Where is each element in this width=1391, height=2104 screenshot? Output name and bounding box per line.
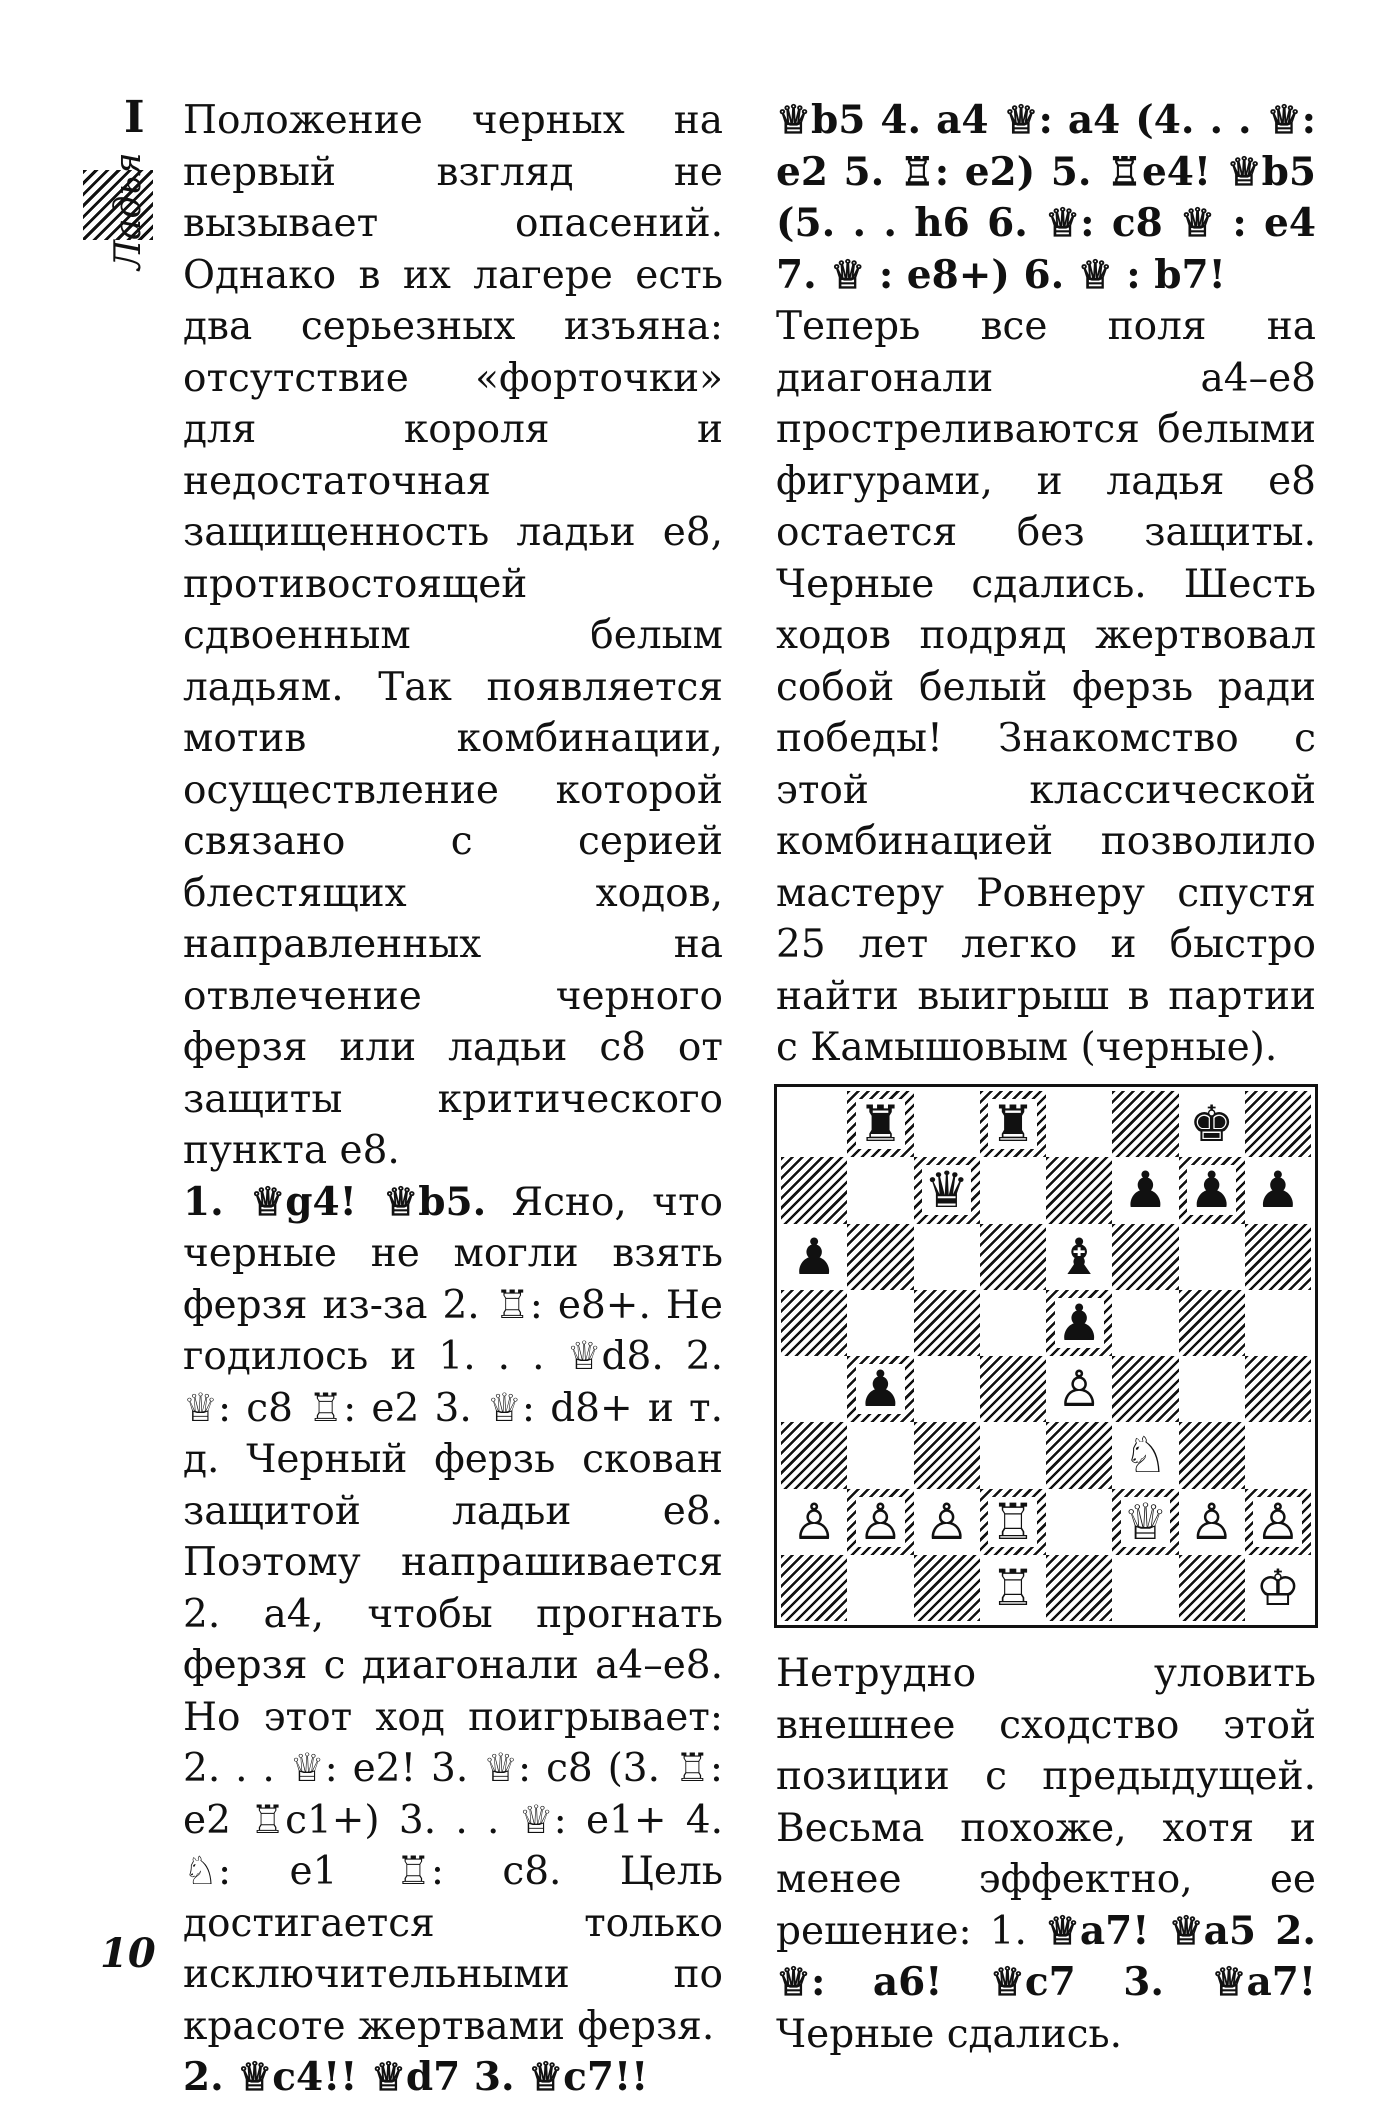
board-square bbox=[847, 1356, 913, 1422]
paragraph-text: Ясно, что черные не могли взять ферзя из-за 2. ♖: е8+. Не годилось и 1. . . ♕d8. 2. ♕: с8 ♖: е2 3. ♕: d8+ и т. д. Черный ферзь скован защитой ладьи е8. Поэтому напрашивается 2. а4, чтобы прогнать ферзя с диагонали а4–е8. Но этот ход поигрывает: 2. . . ♕: е2! 3. ♕: с8 (3. ♖: е2 ♖с1+) 3. . . ♕: е1+ 4. ♘: е1 ♖: с8. Цель достигается только исключительными по красоте жертвами ферзя. bbox=[183, 1179, 723, 2049]
chess-piece: ♟ bbox=[1056, 1293, 1102, 1352]
board-square bbox=[914, 1422, 980, 1488]
board-square bbox=[1112, 1422, 1178, 1488]
board-square bbox=[1245, 1290, 1311, 1356]
board-square bbox=[1179, 1356, 1245, 1422]
move-notation: ♕a7! ♕a5 2. ♕: а6! ♕c7 3. ♕a7! bbox=[776, 1907, 1316, 2005]
board-square bbox=[1179, 1290, 1245, 1356]
board-square bbox=[980, 1091, 1046, 1157]
chess-piece: ♜ bbox=[990, 1095, 1036, 1154]
left-column bbox=[183, 95, 723, 2104]
chess-piece: ♜ bbox=[857, 1095, 903, 1154]
board-square bbox=[781, 1224, 847, 1290]
board-square bbox=[980, 1356, 1046, 1422]
board-square bbox=[781, 1157, 847, 1223]
chess-piece: ♙ bbox=[1056, 1360, 1102, 1419]
board-square bbox=[980, 1422, 1046, 1488]
board-square bbox=[1046, 1290, 1112, 1356]
chess-piece: ♕ bbox=[1122, 1492, 1168, 1551]
board-square bbox=[1245, 1356, 1311, 1422]
board-square bbox=[980, 1224, 1046, 1290]
board-square bbox=[1112, 1091, 1178, 1157]
paragraph: Теперь все поля на диагонали а4–е8 простреливаются белыми фигурами, и ладья е8 остается без защиты. Черные сдались. Шесть ходов подряд жертвовал собой белый ферзь ради победы! Знакомство с этой классической комбинацией позволило мастеру Ровнеру спустя 25 лет легко и быстро найти выигрыш в партии с Камышовым (черные). bbox=[776, 304, 1316, 1070]
board-square bbox=[1179, 1091, 1245, 1157]
board-square bbox=[1245, 1157, 1311, 1223]
board-square bbox=[847, 1091, 913, 1157]
chess-piece: ♖ bbox=[990, 1558, 1036, 1617]
right-column bbox=[776, 95, 1316, 1074]
board-square bbox=[1245, 1224, 1311, 1290]
chess-piece: ♚ bbox=[1189, 1095, 1235, 1154]
board-square bbox=[1046, 1489, 1112, 1555]
board-square bbox=[1112, 1356, 1178, 1422]
board-square bbox=[1112, 1555, 1178, 1621]
chess-diagram bbox=[774, 1084, 1318, 1628]
board-square bbox=[847, 1224, 913, 1290]
chess-piece: ♝ bbox=[1056, 1227, 1102, 1286]
board-square bbox=[980, 1157, 1046, 1223]
chess-piece: ♔ bbox=[1255, 1558, 1301, 1617]
board-square bbox=[914, 1555, 980, 1621]
board-square bbox=[914, 1091, 980, 1157]
paragraph-text: Нетрудно уловить внешнее сходство этой позиции с предыдущей. Весьма похоже, хотя и менее эффектно, ее решение: 1. bbox=[776, 1651, 1316, 1954]
board-square bbox=[781, 1290, 847, 1356]
board-square bbox=[914, 1356, 980, 1422]
move-notation: ♕b5 4. а4 ♕: а4 (4. . . ♕: е2 5. ♖: е2) 5. ♖е4! ♕b5 (5. . . h6 6. ♕: с8 ♕ : е4 7. ♕ : е8+) 6. ♕ : b7! bbox=[776, 97, 1316, 298]
chess-piece: ♟ bbox=[1255, 1161, 1301, 1220]
paragraph: Положение черных на первый взгляд не вызывает опасений. Однако в их лагере есть два серьезных изъяна: отсутствие «форточки» для короля и недостаточная защищенность ладьи е8, противостоящей сдвоенным белым ладьям. Так появляется мотив комбинации, осуществление которой связано с серией блестящих ходов, направленных на отвлечение черного ферзя или ладьи с8 от защиты критического пункта е8. bbox=[183, 98, 723, 1173]
board-square bbox=[914, 1224, 980, 1290]
board-square bbox=[1046, 1091, 1112, 1157]
page-number: 10 bbox=[100, 1930, 156, 1977]
chess-piece: ♘ bbox=[1122, 1426, 1168, 1485]
board-square bbox=[980, 1489, 1046, 1555]
board-square bbox=[914, 1489, 980, 1555]
board-square bbox=[847, 1489, 913, 1555]
board-square bbox=[980, 1555, 1046, 1621]
board-square bbox=[1245, 1422, 1311, 1488]
board-square bbox=[914, 1290, 980, 1356]
chess-piece: ♙ bbox=[924, 1492, 970, 1551]
chess-piece: ♟ bbox=[791, 1227, 837, 1286]
board-square bbox=[847, 1422, 913, 1488]
board-square bbox=[781, 1091, 847, 1157]
chess-piece: ♙ bbox=[857, 1492, 903, 1551]
move-notation: 1. ♕g4! ♕b5. bbox=[183, 1178, 487, 1225]
chess-piece: ♙ bbox=[1255, 1492, 1301, 1551]
chess-piece: ♙ bbox=[791, 1492, 837, 1551]
board-square bbox=[781, 1356, 847, 1422]
board-square bbox=[1112, 1157, 1178, 1223]
chess-piece: ♛ bbox=[924, 1161, 970, 1220]
board-square bbox=[1179, 1422, 1245, 1488]
board-square bbox=[1112, 1290, 1178, 1356]
chess-piece: ♖ bbox=[990, 1492, 1036, 1551]
board-square bbox=[1179, 1157, 1245, 1223]
board-square bbox=[1046, 1224, 1112, 1290]
paragraph bbox=[776, 1648, 1316, 2060]
board-square bbox=[1179, 1224, 1245, 1290]
board-square bbox=[1046, 1157, 1112, 1223]
chess-piece: ♙ bbox=[1189, 1492, 1235, 1551]
board-square bbox=[1245, 1555, 1311, 1621]
board-square bbox=[914, 1157, 980, 1223]
board-square bbox=[781, 1489, 847, 1555]
paragraph-text: Черные сдались. bbox=[776, 2011, 1123, 2057]
board-square bbox=[1046, 1356, 1112, 1422]
move-notation: 2. ♕c4!! ♕d7 3. ♕c7!! bbox=[183, 2054, 649, 2100]
chess-board bbox=[781, 1091, 1311, 1621]
chapter-number: I bbox=[124, 92, 145, 143]
board-square bbox=[847, 1157, 913, 1223]
section-label: Ладья bbox=[108, 152, 149, 270]
board-square bbox=[1046, 1422, 1112, 1488]
board-square bbox=[980, 1290, 1046, 1356]
chess-piece: ♟ bbox=[857, 1360, 903, 1419]
board-square bbox=[847, 1290, 913, 1356]
chess-piece: ♟ bbox=[1189, 1161, 1235, 1220]
board-square bbox=[781, 1422, 847, 1488]
board-square bbox=[1179, 1489, 1245, 1555]
board-square bbox=[1112, 1489, 1178, 1555]
board-square bbox=[1112, 1224, 1178, 1290]
board-square bbox=[1179, 1555, 1245, 1621]
chess-piece: ♟ bbox=[1122, 1161, 1168, 1220]
board-square bbox=[1245, 1489, 1311, 1555]
board-square bbox=[781, 1555, 847, 1621]
board-square bbox=[1245, 1091, 1311, 1157]
paragraph bbox=[183, 1177, 723, 2053]
right-column-bottom bbox=[776, 1648, 1316, 2060]
board-square bbox=[1046, 1555, 1112, 1621]
board-square bbox=[847, 1555, 913, 1621]
